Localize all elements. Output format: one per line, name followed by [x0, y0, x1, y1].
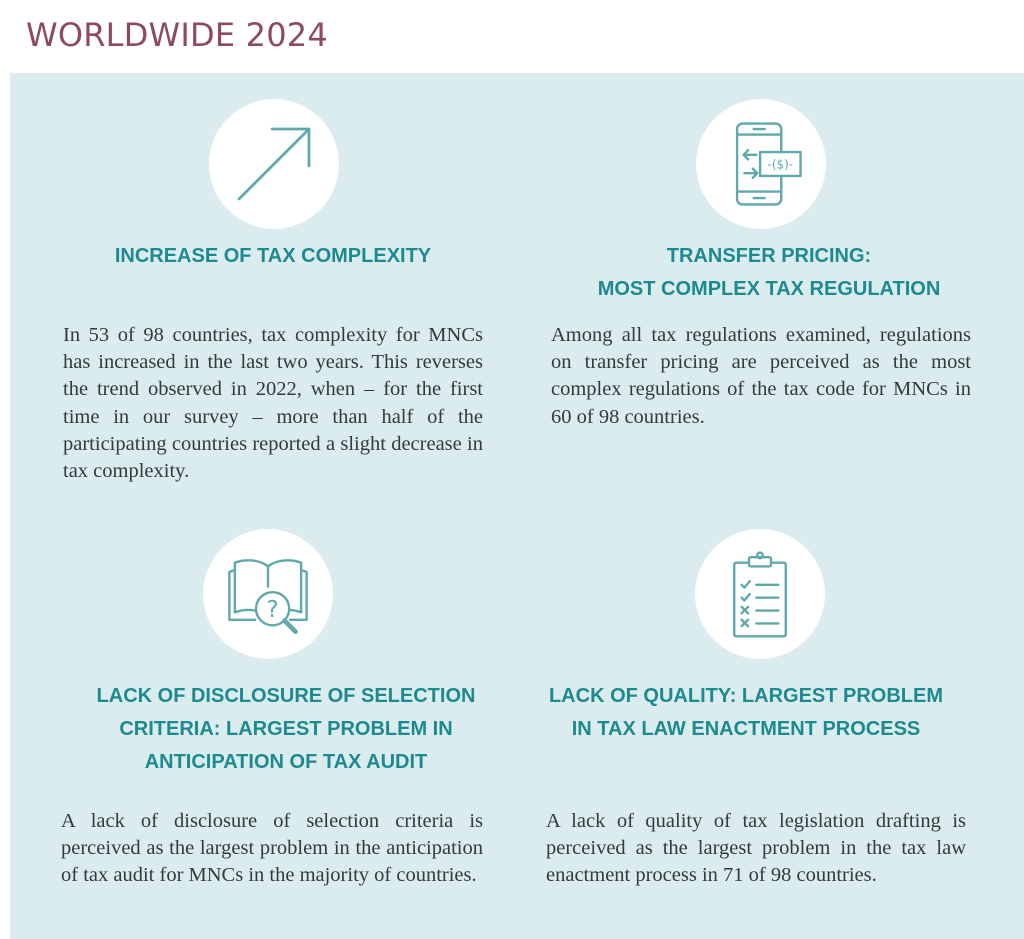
body-tax-complexity: In 53 of 98 countries, tax complexity for MNCs has increased in the last two years. This reverses the trend observed in 2022, when – for the first time in our survey – more than half of the participating countries reported a slight decrease in tax complexity. — [63, 324, 483, 483]
money-transfer-glyph: -($)- — [767, 157, 794, 172]
icon-circle-transfer-pricing — [696, 99, 826, 229]
body-disclosure: A lack of disclosure of selection criteria is perceived as the largest problem in the anticipation of tax audit for MNCs in the majority of countries. — [61, 810, 483, 887]
body-quality: A lack of quality of tax legislation drafting is perceived as the largest problem in the tax law enactment process in 71 of 98 countries. — [546, 810, 966, 887]
mobile-money-transfer-icon — [715, 118, 807, 210]
question-mark-glyph: ? — [266, 597, 279, 623]
page-title: WORLDWIDE 2024 — [26, 16, 328, 54]
icon-circle-disclosure — [203, 529, 333, 659]
icon-circle-tax-complexity — [209, 99, 339, 229]
body-transfer-pricing: Among all tax regulations examined, regulations on transfer pricing are perceived as the most complex regulations of the tax code for MNCs in 60 of 98 countries. — [551, 324, 971, 428]
infographic-panel — [10, 73, 1024, 939]
icon-circle-quality — [695, 529, 825, 659]
heading-quality: LACK OF QUALITY: LARGEST PROBLEM IN TAX LAW ENACTMENT PROCESS — [548, 685, 944, 740]
book-question-magnifier-icon — [222, 548, 314, 640]
heading-tax-complexity: INCREASE OF TAX COMPLEXITY — [114, 245, 432, 267]
clipboard-checklist-icon — [714, 548, 806, 640]
trend-up-arrow-icon — [228, 118, 320, 210]
heading-transfer-pricing: TRANSFER PRICING: MOST COMPLEX TAX REGULATION — [597, 245, 941, 300]
heading-disclosure: LACK OF DISCLOSURE OF SELECTION CRITERIA: LARGEST PROBLEM IN ANTICIPATION OF TAX AUDIT — [96, 685, 476, 773]
